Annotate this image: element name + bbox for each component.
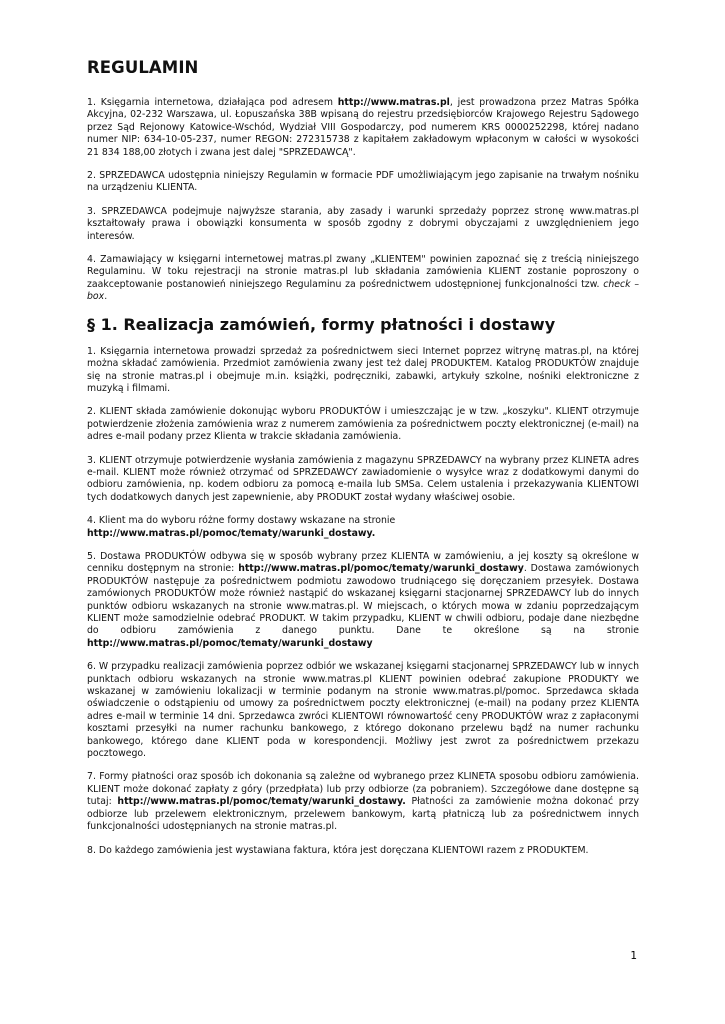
s1-p7-text: 7. Formy płatności oraz sposób ich dokonania są zależne od wybranego przez KLINETA sposobu odbioru zamówienia. KLIENT może dokonać zapłaty z góry (przedpłata) lub przy odbiorze (za pobraniem). Szczegółowe dane dostępne są tutaj:	[87, 771, 639, 808]
document-title: REGULAMIN	[87, 58, 199, 77]
section-1-paragraph-6: 6. W przypadku realizacji zamówienia poprzez odbiór we wskazanej księgarni stacjonarnej SPRZEDAWCY lub w innych punktach odbioru wskazanych na stronie www.matras.pl KLIENT powinien odebrać zakupione PRODUKTY we wskazanej w zamówieniu lokalizacji w terminie podanym na stronie www.matras.pl/pomoc. Sprzedawca składa oświadczenie o odstąpieniu od umowy za pośrednictwem poczty elektronicznej (e-mail) na podany przez KLIENTA adres e-mail w terminie 14 dni. Sprzedawca zwróci KLIENTOWI równowartość ceny PRODUKTÓW wraz z zapłaconymi kosztami przesyłki na numer rachunku bankowego, z którego dokonano przelewu bądź na numer rachunku bankowego, którego dane KLIENT poda w korespondencji. Możliwy jest zwrot za pośrednictwem przekazu pocztowego.	[87, 661, 639, 760]
delivery-url-link-4[interactable]: http://www.matras.pl/pomoc/tematy/warunki_dostawy.	[117, 796, 406, 808]
intro-p1-text: 1. Księgarnia internetowa, działająca pod adresem	[87, 97, 338, 108]
section-1-paragraph-7	[87, 771, 639, 833]
page-number: 1	[630, 950, 637, 962]
intro-paragraph-2: 2. SPRZEDAWCA udostępnia niniejszy Regulamin w formacie PDF umożliwiającym jego zapisanie na trwałym nośniku na urządzeniu KLIENTA.	[87, 170, 639, 194]
check-box-term: check – box	[87, 278, 639, 303]
matras-url-link[interactable]: http://www.matras.pl	[337, 97, 450, 108]
section-1-paragraph-3: 3. KLIENT otrzymuje potwierdzenie wysłania zamówienia z magazynu SPRZEDAWCY na wybrany przez KLINETA adres e-mail. KLIENT może również otrzymać od SPRZEDAWCY zawiadomienie o wysyłce wraz z dodatkowymi danymi do odbioru zamówienia, np. kodem odbioru za pomocą e-maila lub SMSa. Celem ustalenia i przekazywania KLIENTOWI tych dodatkowych danych jest zapewnienie, aby PRODUKT został wydany właściwej osobie.	[87, 454, 639, 503]
section-1-paragraph-2: 2. KLIENT składa zamówienie dokonując wyboru PRODUKTÓW i umieszczając je w tzw. „koszyku". KLIENT otrzymuje potwierdzenie złożenia zamówienia wraz z numerem zamówienia za pośrednictwem poczty elektronicznej (e-mail) na adres e-mail podany przez Klienta w trakcie składania zamówienia.	[87, 406, 639, 443]
intro-p4-text: 4. Zamawiający w księgarni internetowej matras.pl zwany „KLIENTEM" powinien zapoznać się z treścią niniejszego Regulaminu. W toku rejestracji na stronie matras.pl lub składania zamówienia KLIENT zostanie poproszony o zaakceptowanie postanowień niniejszego Regulaminu za pośrednictwem udostępnionej funkcjonalności tzw.	[87, 254, 639, 290]
section-1-paragraph-4-url	[87, 528, 639, 540]
s1-p7-text-2: Płatności za zamówienie można dokonać przy odbiorze lub przelewem elektronicznym, przelewem bankowym, kartą płatniczą lub za pośrednictwem innych funkcjonalności udostępnianych na stronie matras.pl.	[87, 796, 639, 833]
s1-p5-text: 5. Dostawa PRODUKTÓW odbywa się w sposób wybrany przez KLIENTA w zamówieniu, a jej koszty są określone w cenniku dostępnym na stronie:	[87, 550, 639, 575]
intro-paragraph-4	[87, 254, 639, 304]
intro-paragraph-3: 3. SPRZEDAWCA podejmuje najwyższe starania, aby zasady i warunki sprzedaży poprzez stronę www.matras.pl kształtowały prawa i obowiązki konsumenta w sposób zgodny z dobrymi obyczajami z uwzględnieniem jego interesów.	[87, 205, 639, 242]
delivery-url-link-2[interactable]: http://www.matras.pl/pomoc/tematy/warunki_dostawy	[238, 563, 524, 575]
s1-p5-text-2: . Dostawa zamówionych PRODUKTÓW następuje za pośrednictwem podmiotu zawodowo trudniącego się doręczaniem przesyłek. Dostawa zamówionych PRODUKTÓW może również nastąpić do wskazanej księgarni stacjonarnej SPRZEDAWCY lub do innych punktów odbioru wskazanych na stronie www.matras.pl. W miejscach, o których mowa w zdaniu poprzedzającym KLIENT może samodzielnie odebrać PRODUKT. W takim przypadku, KLIENT w chwili odbioru, podaje dane niezbędne do odbioru zamówienia z danego punktu. Dane te określone są na stronie	[87, 563, 639, 637]
intro-p4-end: .	[104, 291, 108, 303]
intro-paragraph-1	[87, 97, 639, 159]
delivery-url-link[interactable]: http://www.matras.pl/pomoc/tematy/warunki_dostawy.	[87, 527, 376, 539]
section-1-paragraph-4: 4. Klient ma do wyboru różne formy dostawy wskazane na stronie	[87, 515, 396, 527]
section-1-paragraph-5	[87, 551, 639, 650]
intro-p1-text-2: , jest prowadzona przez Matras Spółka Akcyjna, 02-232 Warszawa, ul. Łopuszańska 38B wpisaną do rejestru przedsiębiorców Krajowego Rejestru Sądowego przez Sąd Rejonowy Katowice-Wschód, Wydział VIII Gospodarczy, pod numerem KRS 0000252298, której nadano numer NIP: 634-10-05-237, numer REGON: 272315738 z kapitałem zakładowym wpłaconym w całości w wysokości 21 834 188,00 złotych i zwana jest dalej "SPRZEDAWCĄ".	[87, 97, 639, 158]
section-1-paragraph-1: 1. Księgarnia internetowa prowadzi sprzedaż za pośrednictwem sieci Internet poprzez witrynę matras.pl, na której można składać zamówienia. Przedmiot zamówienia zwany jest też dalej PRODUKTEM. Katalog PRODUKTÓW znajduje się na stronie matras.pl i obejmuje m.in. książki, podręczniki, zabawki, artykuły szkolne, nośniki elektroniczne z muzyką i filmami.	[87, 345, 639, 394]
delivery-url-link-3[interactable]: http://www.matras.pl/pomoc/tematy/warunki_dostawy	[87, 637, 373, 649]
section-1-paragraph-8: 8. Do każdego zamówienia jest wystawiana faktura, która jest doręczana KLIENTOWI razem z PRODUKTEM.	[87, 844, 589, 856]
section-1-heading: § 1. Realizacja zamówień, formy płatności i dostawy	[87, 314, 556, 334]
